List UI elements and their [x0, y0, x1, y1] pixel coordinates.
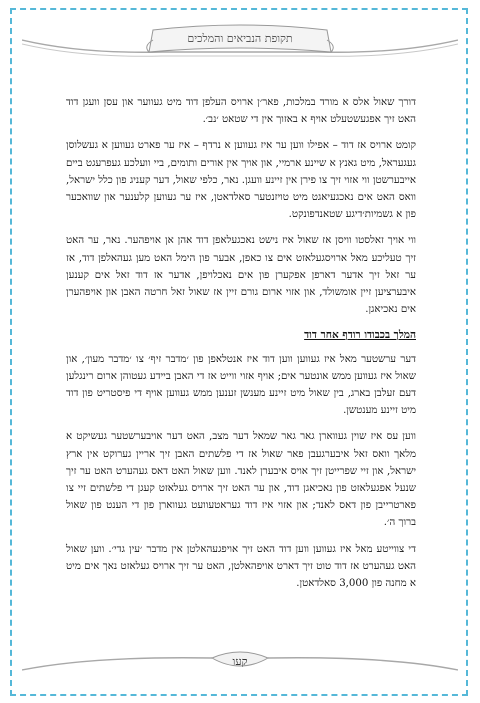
header-title: תקופת הנביאים והמלכים [187, 32, 293, 45]
paragraph: דורך שאול אלס א מורד במלכות, פאר׳ן ארויס העלפן דוד מיט געווער און עסן וועגן דוד האט זיך אפגעשטעלט אויף א באזוך אין די שטאט ׳נב׳. [66, 97, 416, 126]
paragraph: קומט ארויס אז דוד – אפילו ווען ער איז געווען א נרדף – איז ער פארט געווען א געשלוסן געגעראל, מיט גאנץ א שיינע ארמיי, און אויך אין אורים ותומים, ביי וועלכע געפרעגט ביים אייבערשטן ווי אזוי זיך צו פירן אין זיינע וועגן. נאר, כלפי שאול, דער קעניג פון כלל ישראל, וואס האט אים נאכגעיאגט מיט טויזנטער סאלדאטן, איז ער געווען קלענער און שוואכער פון א גשמיות׳דיגע שטאנדפונקט. [66, 140, 416, 221]
paragraph: די צווייטע מאל איז געווען ווען דוד האט זיך אויפגעהאלטן אין מדבר ׳עין גדי׳. ווען שאול האט געהערט אז דוד טוט זיך דארט אויפהאלטן, האט ער זיך ארויס געלאזט נאך אים מיט א מחנה פון 3,000 סאלדאטן. [66, 543, 416, 590]
main-text [66, 94, 416, 601]
paragraph: דער ערשטער מאל איז געווען ווען דוד איז אנטלאפן פון ׳מדבר זיף׳ צו ׳מדבר מעון׳, און שאול איז געווען ממש אונטער אים; אויף אזוי ווייט אז די האבן ביידע געטוהן ארום רינגלען דעם זעלבן בארג, בין שאול מיט זיינע מענשן זענען ממש געווען אויף די פיסטריט פון דוד מיט זיינע מענטשן. [66, 353, 416, 417]
page-number: קעו [232, 655, 248, 668]
paragraph: ווען עס איז שוין געווארן גאר גאר שמאל דער מצב, האט דער אויבערשטער געשיקט א מלאך וואס זאל איבערגעבן פאר שאול אז די פלשתים האבן זיך אריין גערוקט אין ארץ ישראל, און זיי שפרייטן זיך אויס איבערן לאנד. ווען שאול האט דאס געהערט האט ער זיך שנעל אפגעלאזט פון נאכיאגן דוד, און ער האט זיך ארויס געלאזט קעגן די פלשתים זיי צו פארטרייבן פון דאס לאנד; און אזוי איז דוד געראטעוועט געווארן פון די הענט פון שאול ברוך ה׳. [66, 431, 416, 529]
section-heading: המלך בכבודו רודף אחר דוד [304, 329, 416, 342]
paragraph: ווי אויך זאלסטו וויסן אז שאול איז נישט נאכגעלאפן דוד אהן אן אויפהער. נאר, ער האט זיך טעליכע מאל ארויסגעלאזט אים צו כאפן, אבער פון הימל האט מען געהאלפן דוד, אז ער זאל זיך אדער דארפן אפקערן פון אים נאכלויפן, אדער אז דוד זאל אים קענען איבערציען זיין אומשולד, און אזוי ארום גורם זיין אז שאול זאל חרטה האבן און אויפהערן אים נאכיאגן. [66, 235, 416, 316]
